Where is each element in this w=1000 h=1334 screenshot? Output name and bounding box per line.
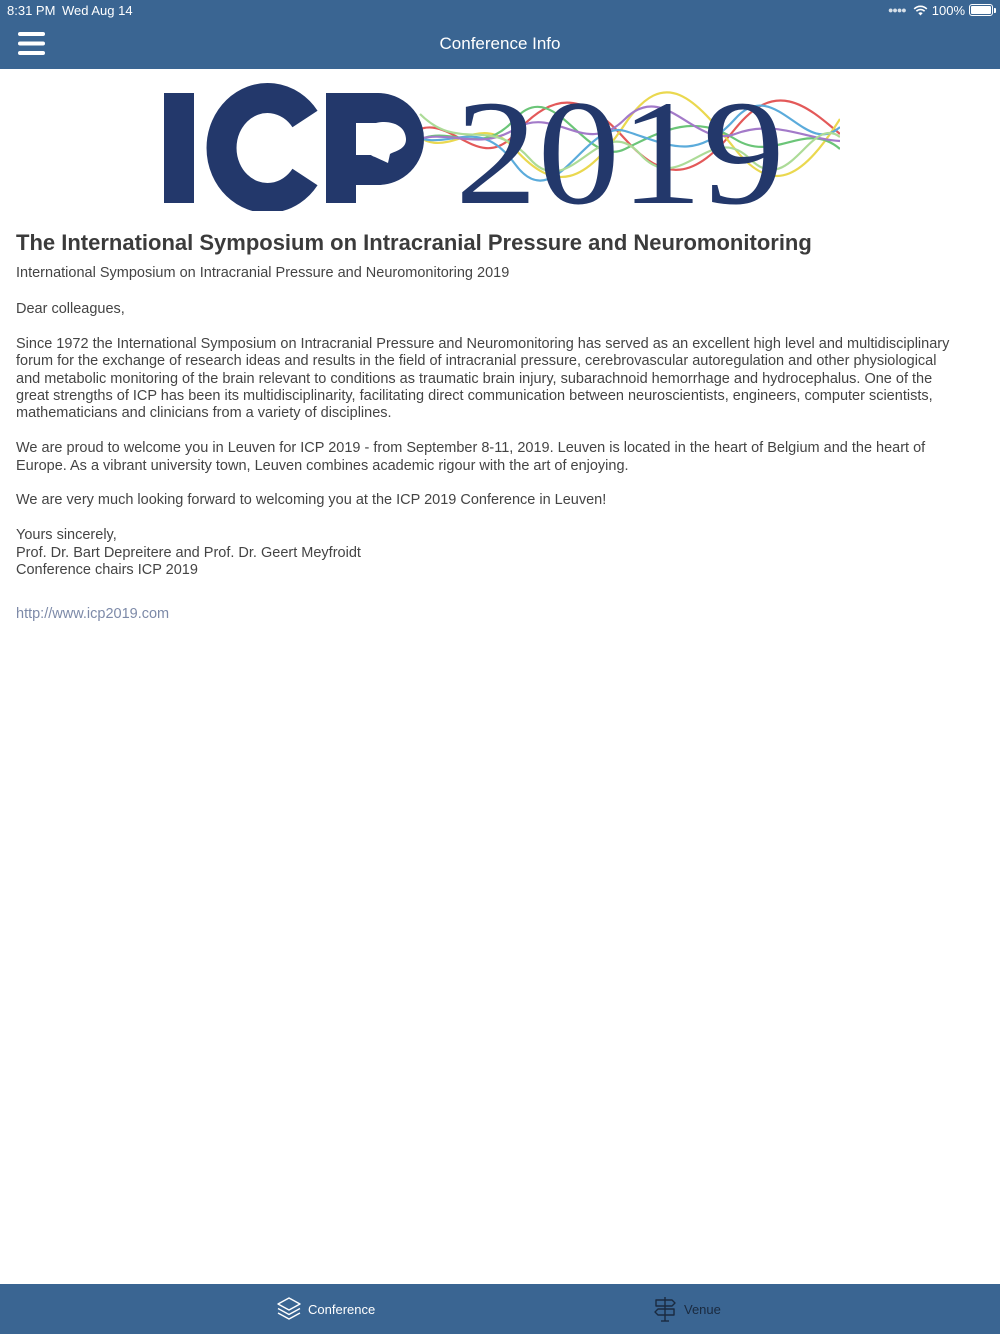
- paragraph-line: We are proud to welcome you in Leuven for ICP 2019 - from September 8-11, 2019. Leuven is located in the heart of Belgium and the heart of: [16, 440, 926, 457]
- signal-dots-icon: ●●●●: [888, 5, 906, 15]
- status-time: 8:31 PM: [7, 3, 56, 18]
- battery-percent: 100%: [931, 2, 965, 18]
- paragraph-closing: We are very much looking forward to welcoming you at the ICP 2019 Conference in Leuven!: [16, 492, 607, 509]
- logo-letter-c: [222, 98, 305, 198]
- signature-block: [16, 527, 986, 579]
- paragraph-line: Europe. As a vibrant university town, Leuven combines academic rigour with the art of enjoying.: [16, 457, 629, 474]
- tab-conference-label: Conference: [308, 1301, 376, 1317]
- website-link[interactable]: http://www.icp2019.com: [16, 606, 170, 622]
- paragraph-history: [16, 336, 986, 423]
- wifi-icon: [913, 4, 928, 16]
- paragraph-line: and metabolic monitoring of the brain relevant to conditions as traumatic brain injury, subarachnoid hemorrhage and hydrocephalus. One of the: [16, 370, 933, 387]
- tab-venue-label: Venue: [684, 1301, 721, 1317]
- conference-subheading: International Symposium on Intracranial Pressure and Neuromonitoring 2019: [16, 265, 510, 281]
- welcome-letter: [16, 301, 986, 597]
- tab-conference[interactable]: [276, 1284, 375, 1334]
- paragraph-line: mathematicians and clinicians from a variety of disciplines.: [16, 405, 392, 422]
- status-date: Wed Aug 14: [62, 3, 133, 18]
- closing-salutation: Yours sincerely,: [16, 527, 117, 544]
- conference-info-content: [0, 69, 1000, 1284]
- paragraph-line: great strengths of ICP has been its multidisciplinarity, facilitating direct communication between neuroscientists, engineers, computer scientists,: [16, 388, 933, 405]
- paragraph-welcome: [16, 440, 986, 475]
- logo-letter-i: [164, 93, 194, 203]
- greeting: Dear colleagues,: [16, 301, 125, 317]
- status-indicators: [888, 2, 993, 18]
- paragraph-line: forum for the exchange of research ideas and results in the field of intracranial pressure, cerebrovascular autoregulation and other physiological: [16, 353, 937, 370]
- conference-heading: The International Symposium on Intracranial Pressure and Neuromonitoring: [16, 230, 812, 255]
- signatory-role: Conference chairs ICP 2019: [16, 562, 198, 579]
- layers-icon: [276, 1296, 302, 1322]
- bottom-tab-bar: [0, 1284, 1000, 1334]
- page-title: Conference Info: [439, 34, 561, 53]
- signatories: Prof. Dr. Bart Depreitere and Prof. Dr. Geert Meyfroidt: [16, 544, 361, 561]
- icp2019-logo: [160, 79, 840, 211]
- logo-letter-p: [326, 93, 409, 203]
- signpost-icon: [652, 1296, 678, 1322]
- top-bar: [0, 0, 1000, 69]
- battery-level: [971, 6, 991, 14]
- paragraph-line: Since 1972 the International Symposium on Intracranial Pressure and Neuromonitoring has served as an excellent high level and multidisciplinary: [16, 335, 950, 352]
- logo-year-text: 2019: [455, 79, 785, 211]
- tab-venue[interactable]: [652, 1284, 721, 1334]
- battery-icon: [969, 4, 993, 16]
- hamburger-menu-icon[interactable]: [18, 31, 46, 57]
